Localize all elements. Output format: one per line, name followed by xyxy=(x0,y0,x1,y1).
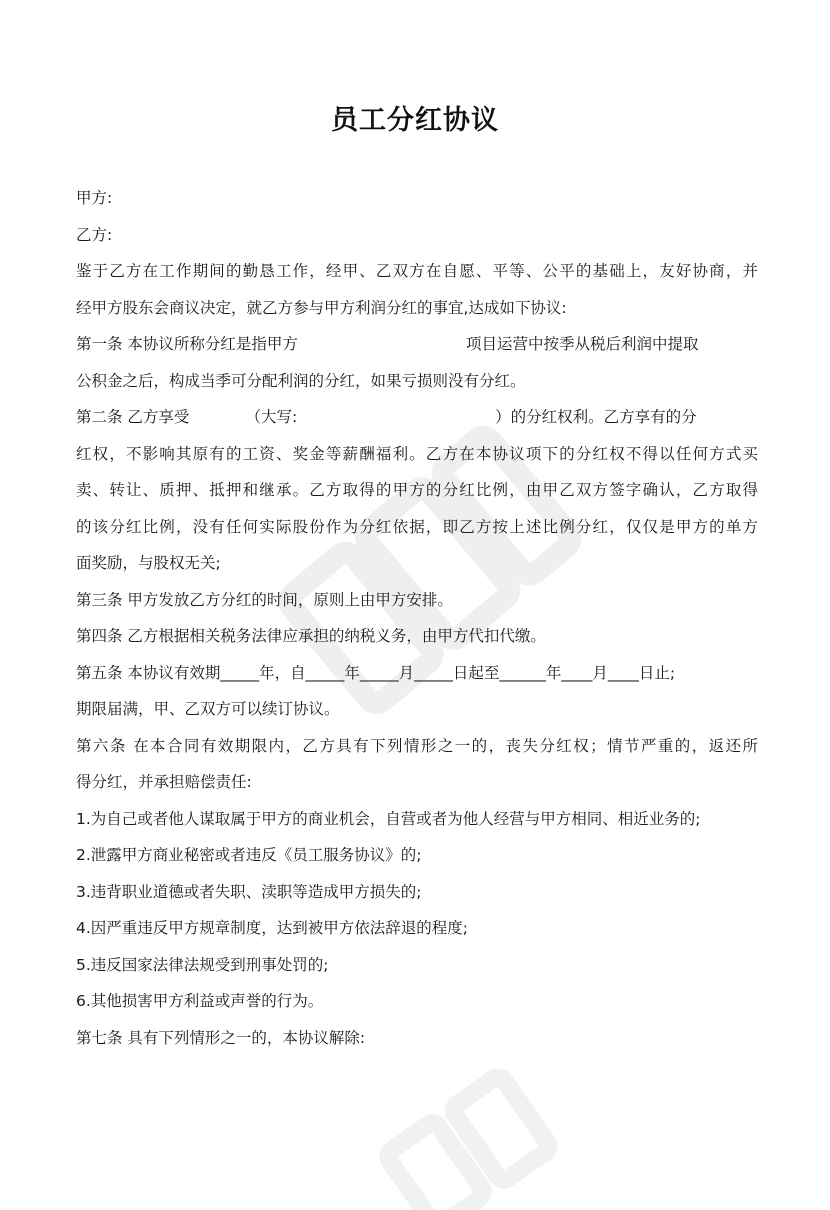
article-6-line: 得分红，并承担赔偿责任: xyxy=(76,773,252,791)
preamble-line: 鉴于乙方在工作期间的勤恳工作，经甲、乙双方在自愿、平等、公平的基础上，友好协商，并 xyxy=(76,262,758,280)
article-4: 第四条 乙方根据相关税务法律应承担的纳税义务，由甲方代扣代缴。 xyxy=(76,627,546,645)
article-2-line: 卖、转让、质押、抵押和继承。乙方取得的甲方的分红比例，由甲乙双方签字确认，乙方取得 xyxy=(76,481,758,499)
list-item: 3.违背职业道德或者失职、渎职等造成甲方损失的; xyxy=(76,882,422,901)
article-5-line: 期限届满，甲、乙双方可以续订协议。 xyxy=(76,700,340,718)
party-b-label: 乙方: xyxy=(76,225,113,244)
preamble-line: 经甲方股东会商议决定，就乙方参与甲方利润分红的事宜,达成如下协议: xyxy=(76,298,567,317)
article-1-text: 第一条 本协议所称分红是指甲方 xyxy=(76,335,298,353)
list-item: 4.因严重违反甲方规章制度，达到被甲方依法辞退的程度; xyxy=(76,919,469,937)
list-item: 1.为自己或者他人谋取属于甲方的商业机会，自营或者为他人经营与甲方相同、相近业务的; xyxy=(76,809,701,828)
article-1 xyxy=(76,326,758,363)
article-3: 第三条 甲方发放乙方分红的时间，原则上由甲方安排。 xyxy=(76,590,453,609)
article-6: 第六条 在本合同有效期限内，乙方具有下列情形之一的，丧失分红权；情节严重的，返还所 xyxy=(76,736,758,755)
agreement-body xyxy=(76,180,758,1056)
article-2 xyxy=(76,399,758,436)
article-2-line: 面奖励，与股权无关; xyxy=(76,554,221,572)
article-1-line: 公积金之后，构成当季可分配利润的分红，如果亏损则没有分红。 xyxy=(76,371,526,390)
article-2-text: 第二条 乙方享受 xyxy=(76,408,190,426)
article-5: 第五条 本协议有效期_____年，自_____年_____月_____日起至______年____月____日止; xyxy=(76,663,676,682)
article-2-text: ）的分红权利。乙方享有的分 xyxy=(495,408,697,426)
party-a-label: 甲方: xyxy=(76,189,113,207)
list-item: 6.其他损害甲方利益或声誉的行为。 xyxy=(76,992,324,1010)
article-2-line: 的该分红比例，没有任何实际股份作为分红依据，即乙方按上述比例分红，仅仅是甲方的单方 xyxy=(76,517,758,536)
article-2-line: 红权，不影响其原有的工资、奖金等薪酬福利。乙方在本协议项下的分红权不得以任何方式买 xyxy=(76,444,758,463)
article-2-text: （大写: xyxy=(245,408,298,426)
list-item: 2.泄露甲方商业秘密或者违反《员工服务协议》的; xyxy=(76,846,422,864)
page-title: 员工分红协议 xyxy=(331,105,499,136)
list-item: 5.违反国家法律法规受到刑事处罚的; xyxy=(76,955,329,974)
watermark-icon xyxy=(360,1050,620,1210)
article-1-text: 项目运营中按季从税后利润中提取 xyxy=(465,335,699,353)
article-7: 第七条 具有下列情形之一的，本协议解除: xyxy=(76,1028,366,1047)
